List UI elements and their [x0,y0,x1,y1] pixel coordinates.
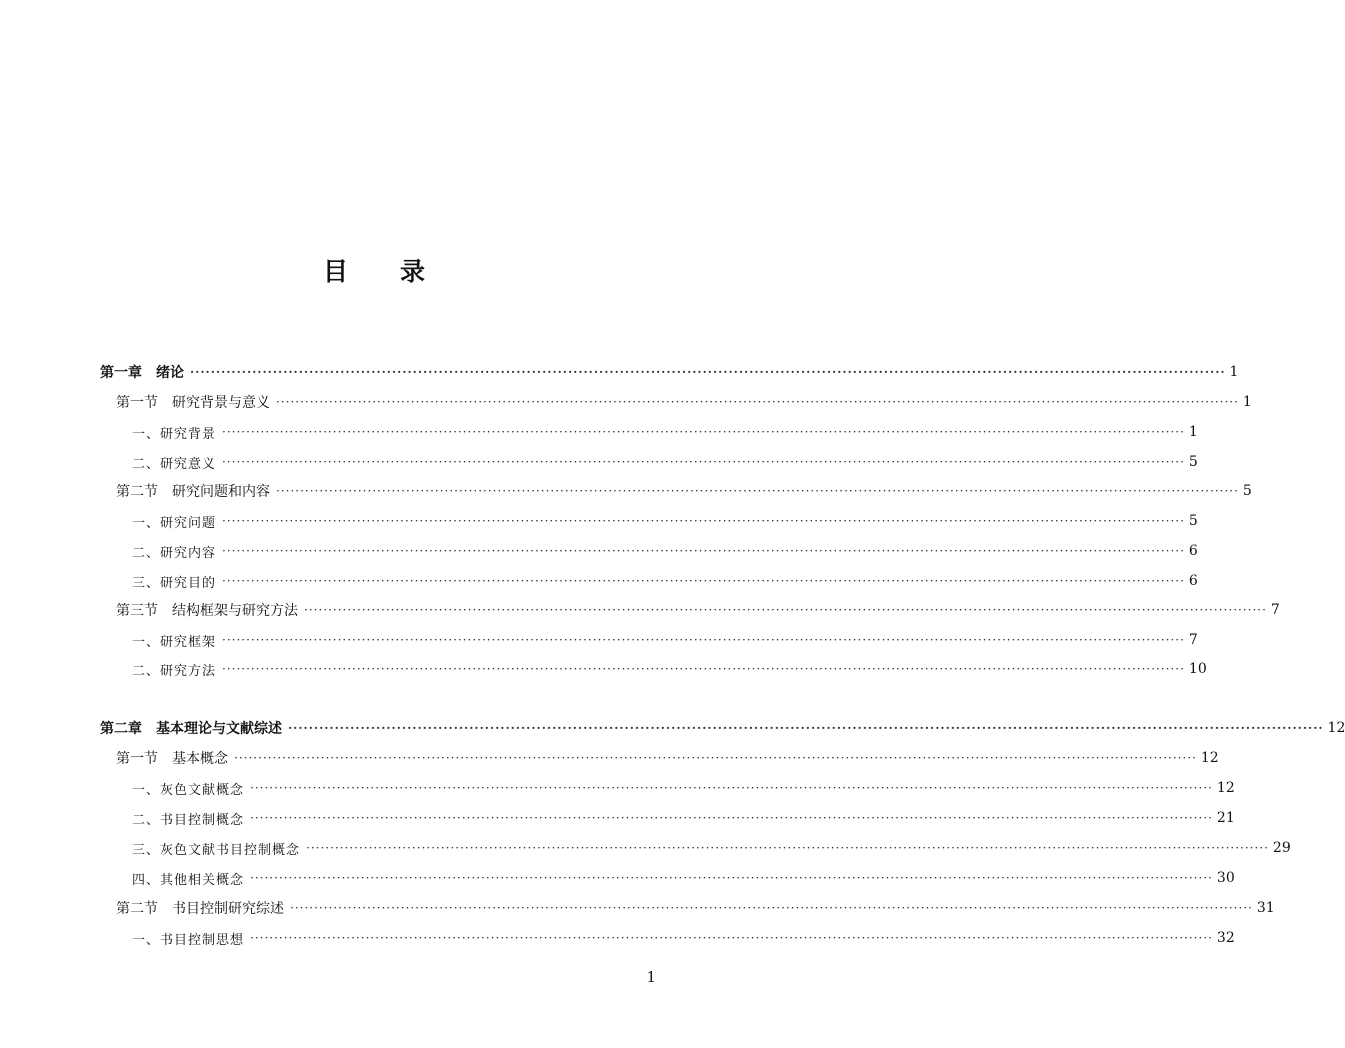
toc-entry-subsection[interactable] [132,806,1235,830]
toc-entry-section[interactable] [116,896,1275,920]
dot-leader: ········································································································································································································ [250,781,1213,795]
toc-entry-label: 一、研究问题 [132,515,217,531]
toc-entry-section[interactable] [116,479,1252,503]
toc-entry-label: 一、研究框架 [132,634,217,650]
toc-entry-page: 5 [1242,483,1252,499]
dot-leader: ········································································································································································································ [222,662,1185,676]
toc-entry-page: 7 [1188,632,1198,648]
toc-entry-page: 7 [1270,602,1280,618]
toc-entry-page: 12 [1200,750,1219,766]
toc-entry-section[interactable] [116,598,1280,622]
toc-entry-label: 第一节 基本概念 [116,751,228,767]
toc-entry-subsection[interactable] [132,628,1198,652]
toc-entry-label: 第三节 结构框架与研究方法 [116,603,298,619]
toc-entry-chapter-1[interactable] [100,360,1239,384]
dot-leader: ········································································································································································································ [288,721,1324,735]
toc-entry-subsection[interactable] [132,776,1235,800]
toc-entry-label: 二、研究方法 [132,663,217,679]
toc-entry-page: 1 [1229,364,1239,380]
toc-title-char-1: 目 [322,257,350,286]
dot-leader: ········································································································································································································ [306,841,1269,855]
dot-leader: ········································································································································································································ [222,574,1185,588]
toc-entry-subsection[interactable] [132,420,1198,444]
dot-leader: ········································································································································································································ [222,514,1185,528]
toc-entry-page: 5 [1188,513,1198,529]
toc-entry-subsection[interactable] [132,539,1198,563]
toc-entry-label: 一、研究背景 [132,426,217,442]
toc-entry-page: 29 [1272,840,1291,856]
toc-entry-page: 1 [1242,394,1252,410]
dot-leader: ········································································································································································································ [222,544,1185,558]
toc-entry-section[interactable] [116,746,1219,770]
toc-entry-label: 三、灰色文献书目控制概念 [132,842,301,858]
toc-entry-label: 二、研究内容 [132,545,217,561]
toc-entry-label: 二、书目控制概念 [132,812,245,828]
toc-entry-subsection[interactable] [132,836,1291,860]
dot-leader: ········································································································································································································ [250,811,1213,825]
toc-entry-section[interactable] [116,390,1252,414]
dot-leader: ········································································································································································································ [250,931,1213,945]
dot-leader: ········································································································································································································ [276,484,1239,498]
toc-entry-page: 10 [1188,661,1207,677]
dot-leader: ········································································································································································································ [222,455,1185,469]
toc-entry-page: 12 [1327,720,1345,736]
dot-leader: ········································································································································································································ [222,633,1185,647]
dot-leader: ········································································································································································································ [276,395,1239,409]
toc-entry-chapter-2[interactable] [100,716,1345,740]
toc-entry-label: 一、灰色文献概念 [132,782,245,798]
toc-entry-page: 6 [1188,573,1198,589]
toc-entry-subsection[interactable] [132,569,1198,593]
toc-entry-page: 30 [1216,870,1235,886]
toc-title [0,252,750,288]
toc-entry-page: 32 [1216,930,1235,946]
toc-entry-label: 第一节 研究背景与意义 [116,395,270,411]
toc-entry-subsection[interactable] [132,926,1235,950]
toc-entry-page: 1 [1188,424,1198,440]
toc-entry-subsection[interactable] [132,509,1198,533]
page-number: 1 [646,968,656,986]
toc-entry-label: 第二节 书目控制研究综述 [116,901,284,917]
toc-entry-label: 四、其他相关概念 [132,872,245,888]
toc-entry-label: 第二章 基本理论与文献综述 [100,721,282,737]
dot-leader: ········································································································································································································ [222,425,1185,439]
toc-entry-page: 5 [1188,454,1198,470]
dot-leader: ········································································································································································································ [290,901,1253,915]
toc-title-char-2: 录 [400,257,428,286]
toc-entry-subsection[interactable] [132,657,1207,681]
dot-leader: ········································································································································································································ [304,603,1267,617]
toc-entry-page: 12 [1216,780,1235,796]
dot-leader: ········································································································································································································ [234,751,1197,765]
toc-entry-label: 第一章 绪论 [100,365,184,381]
dot-leader: ········································································································································································································ [190,365,1226,379]
toc-entry-page: 21 [1216,810,1235,826]
toc-entry-subsection[interactable] [132,866,1235,890]
toc-entry-label: 二、研究意义 [132,456,217,472]
toc-entry-label: 三、研究目的 [132,575,217,591]
toc-entry-page: 31 [1256,900,1275,916]
toc-entry-subsection[interactable] [132,450,1198,474]
dot-leader: ········································································································································································································ [250,871,1213,885]
toc-entry-label: 一、书目控制思想 [132,932,245,948]
toc-entry-label: 第二节 研究问题和内容 [116,484,270,500]
toc-entry-page: 6 [1188,543,1198,559]
